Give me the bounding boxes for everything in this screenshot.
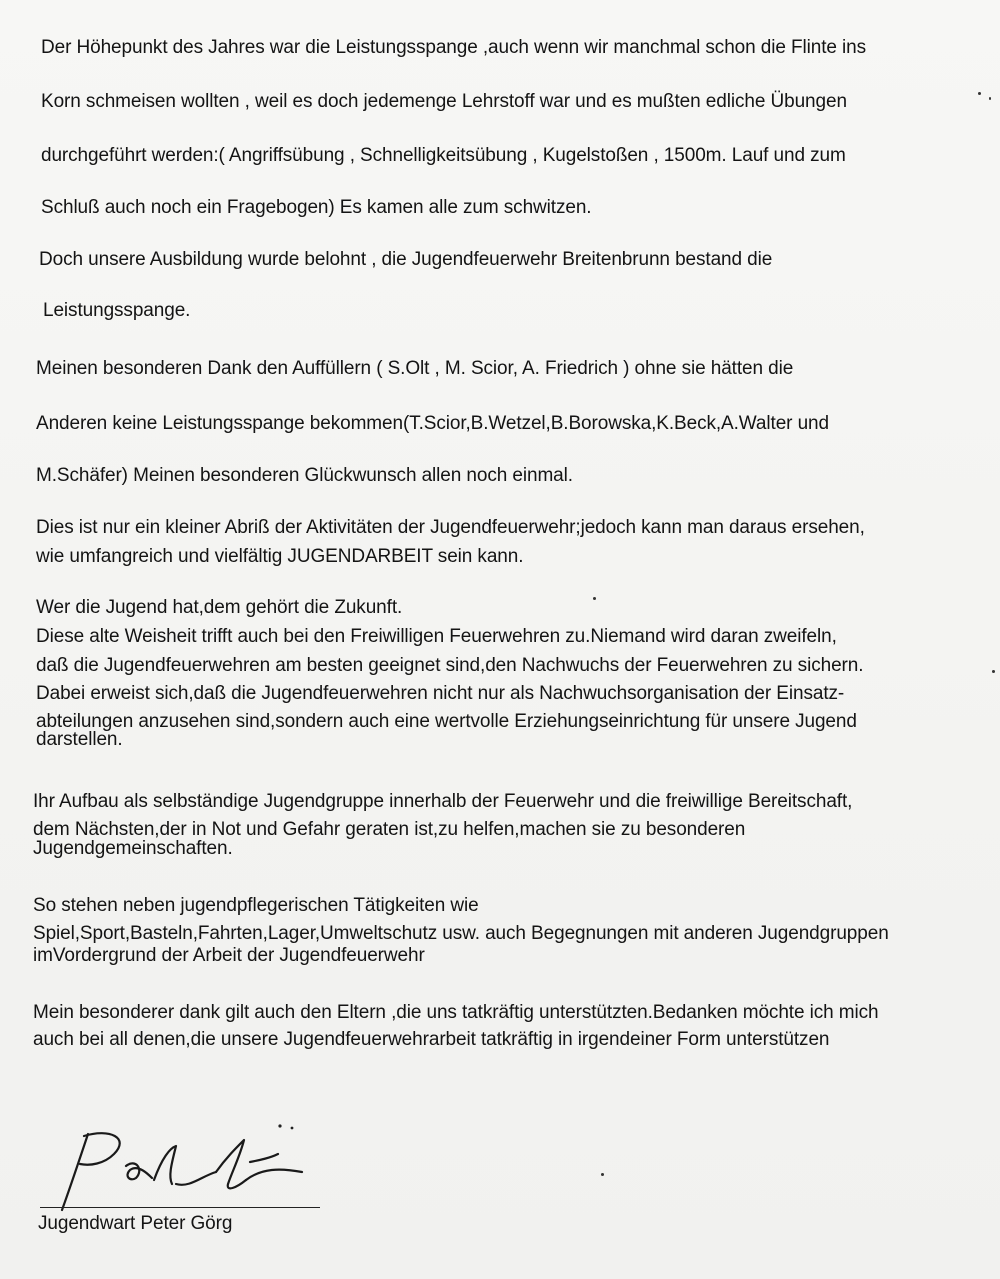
text-line: imVordergrund der Arbeit der Jugendfeuerwehr xyxy=(33,945,425,966)
text-line: Doch unsere Ausbildung wurde belohnt , die Jugendfeuerwehr Breitenbrunn bestand die xyxy=(39,249,773,270)
text-line: Mein besonderer dank gilt auch den Eltern ,die uns tatkräftig unterstützten.Bedanken möchte ich mich xyxy=(33,1002,879,1023)
text-line: Meinen besonderen Dank den Auffüllern ( S.Olt , M. Scior, A. Friedrich ) ohne sie hätten die xyxy=(36,358,794,379)
text-line: Korn schmeisen wollten , weil es doch jedemenge Lehrstoff war und es mußten edliche Übungen xyxy=(41,91,847,112)
scan-speck xyxy=(601,1173,604,1176)
signature-image xyxy=(40,1118,330,1218)
text-line: wie umfangreich und vielfältig JUGENDARBEIT sein kann. xyxy=(36,546,524,567)
text-line: M.Schäfer) Meinen besonderen Glückwunsch allen noch einmal. xyxy=(36,465,573,486)
text-line: Schluß auch noch ein Fragebogen) Es kamen alle zum schwitzen. xyxy=(41,197,592,218)
text-line: durchgeführt werden:( Angriffsübung , Schnelligkeitsübung , Kugelstoßen , 1500m. Lauf und zum xyxy=(41,145,846,166)
scan-speck xyxy=(978,92,981,95)
text-line: Spiel,Sport,Basteln,Fahrten,Lager,Umweltschutz usw. auch Begegnungen mit anderen Jugendgruppen xyxy=(33,923,889,944)
text-line: auch bei all denen,die unsere Jugendfeuerwehrarbeit tatkräftig in irgendeiner Form unterstützen xyxy=(33,1029,830,1050)
signatory-name: Jugendwart Peter Görg xyxy=(38,1213,233,1234)
text-line: Dies ist nur ein kleiner Abriß der Aktivitäten der Jugendfeuerwehr;jedoch kann man daraus ersehen, xyxy=(36,517,865,538)
text-line: abteilungen anzusehen sind,sondern auch eine wertvolle Erziehungseinrichtung für unsere Jugend xyxy=(36,711,857,732)
text-line: Wer die Jugend hat,dem gehört die Zukunft. xyxy=(36,597,403,618)
text-line: Der Höhepunkt des Jahres war die Leistungsspange ,auch wenn wir manchmal schon die Flinte ins xyxy=(41,37,867,58)
text-line: Dabei erweist sich,daß die Jugendfeuerwehren nicht nur als Nachwuchsorganisation der Einsatz- xyxy=(36,683,845,704)
text-line: Anderen keine Leistungsspange bekommen(T.Scior,B.Wetzel,B.Borowska,K.Beck,A.Walter und xyxy=(36,413,829,434)
text-line: Diese alte Weisheit trifft auch bei den Freiwilligen Feuerwehren zu.Niemand wird daran zweifeln, xyxy=(36,626,837,647)
text-line: daß die Jugendfeuerwehren am besten geeignet sind,den Nachwuchs der Feuerwehren zu sichern. xyxy=(36,655,864,676)
scan-speck xyxy=(989,97,991,100)
text-line: So stehen neben jugendpflegerischen Tätigkeiten wie xyxy=(33,895,479,916)
scan-speck xyxy=(593,597,596,600)
text-line: Jugendgemeinschaften. xyxy=(33,838,233,859)
signature-line xyxy=(40,1207,320,1208)
text-line: darstellen. xyxy=(36,729,123,750)
text-line: Ihr Aufbau als selbständige Jugendgruppe innerhalb der Feuerwehr und die freiwillige Bereitschaft, xyxy=(33,791,853,812)
scan-speck xyxy=(992,670,995,673)
text-line: dem Nächsten,der in Not und Gefahr geraten ist,zu helfen,machen sie zu besonderen xyxy=(33,819,746,840)
text-line: Leistungsspange. xyxy=(43,300,191,321)
